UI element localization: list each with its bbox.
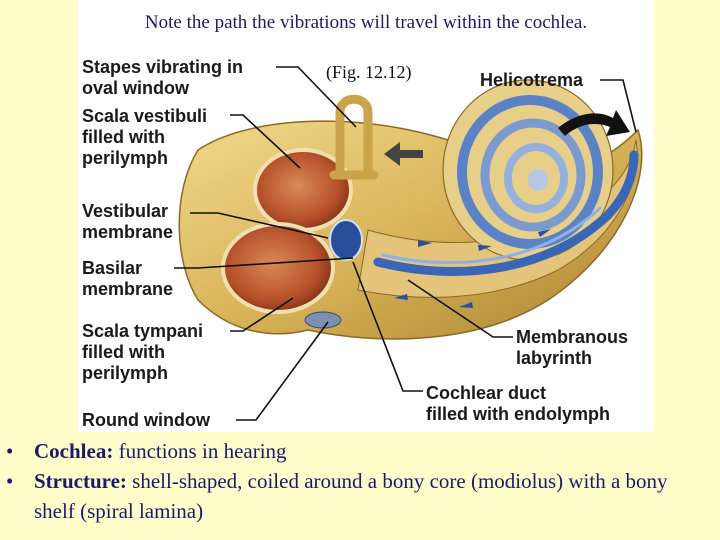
- bullet-cochlea: [6, 436, 712, 466]
- label-helicotrema: Helicotrema: [480, 70, 584, 90]
- label-stapes: Stapes vibrating in oval window: [82, 57, 244, 98]
- label-vestibular-membrane: Vestibular membrane: [82, 201, 174, 242]
- scala-tympani-chamber: [223, 224, 333, 312]
- bullet-symbol: •: [6, 439, 14, 463]
- bullet-term: Structure:: [34, 469, 127, 493]
- bullet-text: shell-shaped, coiled around a bony core (modiolus) with a bony shelf (spiral lamina): [34, 469, 668, 523]
- figure-caption: Note the path the vibrations will travel within the cochlea.: [144, 12, 588, 33]
- label-membranous-labyrinth: Membranous labyrinth: [516, 327, 629, 368]
- figure-reference: (Fig. 12.12): [326, 62, 412, 82]
- bullet-term: Cochlea:: [34, 439, 114, 463]
- bullet-structure: [6, 466, 712, 526]
- label-basilar-membrane: Basilar membrane: [82, 258, 174, 299]
- cochlear-duct-chamber: [330, 220, 362, 260]
- bullet-list: [6, 436, 712, 526]
- bullet-symbol: •: [6, 469, 14, 493]
- label-scala-tympani: Scala tympani filled with perilymph: [82, 321, 204, 383]
- label-scala-vestibuli: Scala vestibuli filled with perilymph: [82, 106, 208, 168]
- bullet-text: functions in hearing: [113, 439, 287, 463]
- label-cochlear-duct: Cochlear duct filled with endolymph: [426, 383, 610, 424]
- label-round-window: Round window: [82, 410, 210, 430]
- cochlea-diagram: [78, 0, 654, 432]
- round-window: [305, 312, 341, 328]
